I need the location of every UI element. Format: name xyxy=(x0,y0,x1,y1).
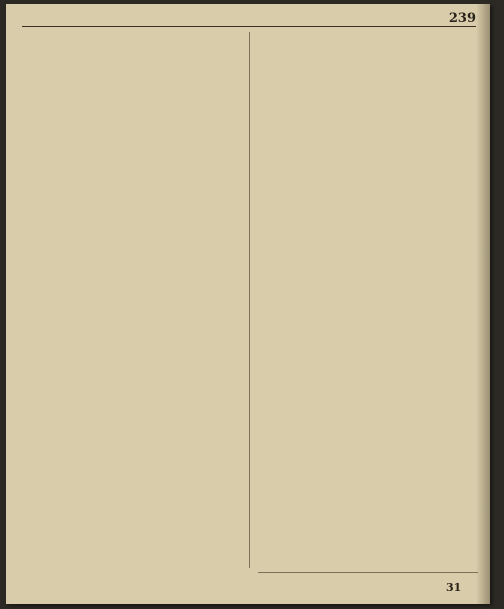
column-divider xyxy=(249,32,250,568)
footnote xyxy=(258,572,478,587)
running-header xyxy=(22,12,476,27)
book-page xyxy=(6,4,490,604)
body-paragraph xyxy=(22,32,242,40)
page-gutter-shadow xyxy=(476,4,490,604)
left-text-column xyxy=(22,32,242,568)
body-paragraph xyxy=(258,32,478,40)
page-number: 239 xyxy=(448,11,476,26)
right-text-column xyxy=(258,32,478,568)
sheet-number: 31 xyxy=(446,581,462,594)
